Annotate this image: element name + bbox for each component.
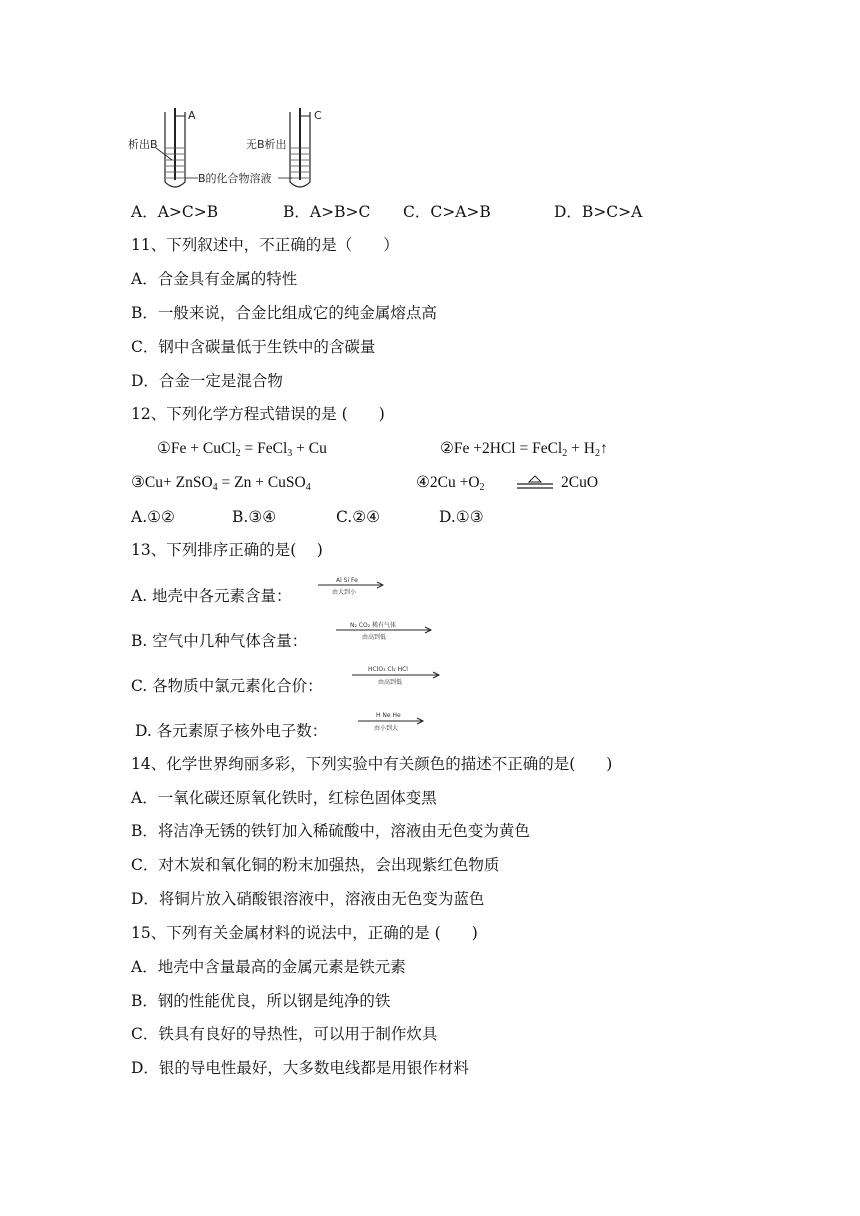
- svg-text:由高到低: 由高到低: [362, 634, 387, 641]
- q13-option-c: C. 各物质中氯元素化合价：: [131, 677, 323, 695]
- solution-label: B的化合物溶液: [198, 172, 272, 185]
- q12-stem: 12、下列化学方程式错误的是 ( ): [131, 405, 385, 423]
- q14-option-b: B．将洁净无锈的铁钉加入稀硫酸中，溶液由无色变为黄色: [131, 822, 530, 840]
- q11-stem: 11、下列叙述中，不正确的是（ ）: [131, 236, 399, 254]
- q14-option-d: D．将铜片放入硝酸银溶液中，溶液由无色变为蓝色: [131, 890, 485, 908]
- svg-text:HClO₃ Cl₂ HCl: HClO₃ Cl₂ HCl: [368, 666, 408, 673]
- q13-arrow-d: [356, 708, 426, 734]
- q10-option-d: D．B>C>A: [554, 203, 643, 221]
- q14-option-a: A．一氧化碳还原氧化铁时，红棕色固体变黑: [131, 789, 437, 807]
- q12-equation-1: ①Fe + CuCl$_2$ = FeCl$_3$ + Cu: [157, 440, 327, 459]
- q12-equation-4-product: 2CuO: [561, 474, 599, 491]
- svg-text:由小到大: 由小到大: [374, 725, 399, 732]
- svg-text:由高到低: 由高到低: [378, 679, 403, 686]
- q12-equation-2: ②Fe +2HCl = FeCl$_2$ + $H_2↑$: [440, 440, 608, 459]
- q13-arrow-b: [334, 619, 434, 643]
- right-note: 无B析出: [246, 138, 287, 151]
- q13-option-d: D. 各元素原子核外电子数：: [135, 722, 328, 740]
- label-c: C: [314, 109, 322, 122]
- q14-stem: 14、化学世界绚丽多彩，下列实验中有关颜色的描述不正确的是( ): [131, 755, 613, 773]
- q11-option-a: A．合金具有金属的特性: [131, 270, 298, 288]
- q10-option-c: C．C>A>B: [403, 203, 491, 221]
- svg-text:N₂ CO₂ 稀有气体: N₂ CO₂ 稀有气体: [350, 622, 397, 629]
- q15-option-b: B．钢的性能优良，所以钢是纯净的铁: [131, 992, 391, 1010]
- q14-option-c: C．对木炭和氧化铜的粉末加强热，会出现紫红色物质: [131, 856, 500, 874]
- q10-option-a: A．A>C>B: [131, 203, 219, 221]
- q12-option-c: C.②④: [336, 508, 381, 526]
- q13-option-b: B. 空气中几种气体含量：: [131, 632, 308, 650]
- q12-equation-3: ③Cu+ ZnSO$_4$ = Zn + CuSO$_4$: [131, 474, 311, 493]
- q15-option-d: D．银的导电性最好，大多数电线都是用银作材料: [131, 1059, 469, 1077]
- q11-option-b: B．一般来说，合金比组成它的纯金属熔点高: [131, 304, 437, 322]
- q12-equation-4: ④2Cu $+O_2$: [416, 474, 485, 493]
- q13-stem: 13、下列排序正确的是( ): [131, 541, 323, 559]
- left-note: 析出B: [128, 138, 158, 151]
- q15-stem: 15、下列有关金属材料的说法中，正确的是 ( ): [131, 924, 478, 942]
- q12-option-a: A.①②: [131, 508, 175, 526]
- q11-option-c: C．钢中含碳量低于生铁中的含碳量: [131, 338, 376, 356]
- test-tube-diagram: [128, 104, 338, 192]
- q10-option-b: B．A>B>C: [283, 203, 371, 221]
- heat-equal-sign: [516, 474, 554, 492]
- svg-text:H Ne He: H Ne He: [376, 712, 401, 719]
- q13-arrow-a: [316, 574, 386, 598]
- q13-option-a: A. 地壳中各元素含量：: [131, 587, 292, 605]
- q11-option-d: D．合金一定是混合物: [131, 372, 283, 390]
- q15-option-c: C．铁具有良好的导热性，可以用于制作炊具: [131, 1025, 438, 1043]
- q12-option-b: B.③④: [232, 508, 277, 526]
- svg-text:由大到小: 由大到小: [332, 589, 357, 596]
- q12-option-d: D.①③: [439, 508, 484, 526]
- label-a: A: [188, 109, 196, 122]
- q13-arrow-c: [350, 662, 442, 688]
- q15-option-a: A．地壳中含量最高的金属元素是铁元素: [131, 958, 406, 976]
- svg-text:Al Si Fe: Al Si Fe: [336, 577, 358, 584]
